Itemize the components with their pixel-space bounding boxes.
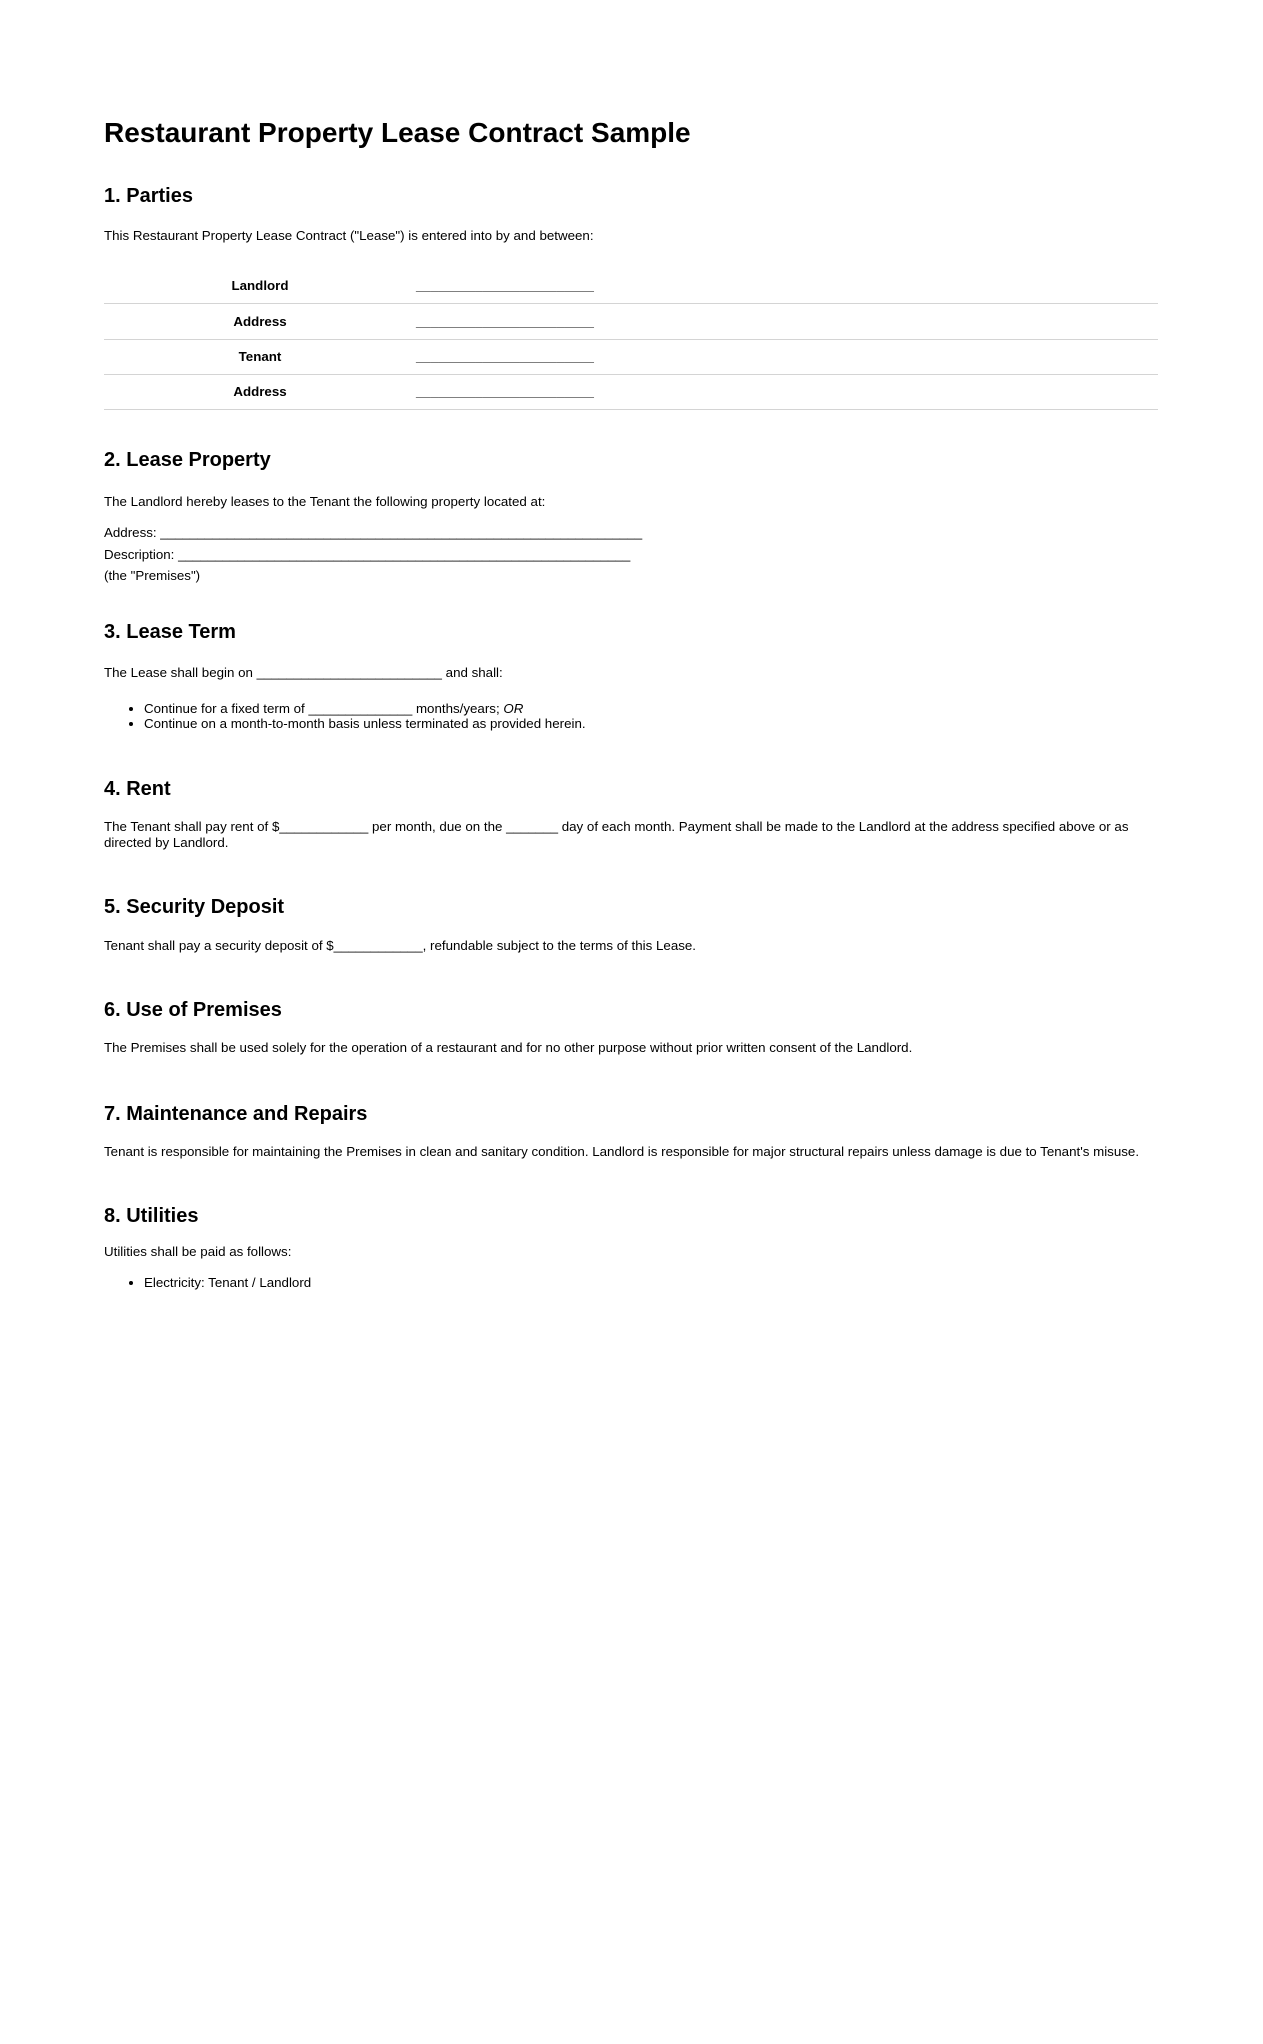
use-of-premises-body-text: The Premises shall be used solely for the operation of a restaurant and for no other purpose without prior written consent of the Landlord. [104,1040,913,1056]
table-row-landlord-address [104,304,1158,339]
lease-term-intro-text: The Lease shall begin on _________________________ and shall: [104,665,503,681]
table-row-tenant [104,339,1158,374]
or-emphasis: OR [503,700,524,716]
utilities-bullet-list [104,1275,1158,1290]
list-item-fixed-term [144,701,1158,716]
section-heading-utilities: 8. Utilities [104,1204,199,1227]
table-row-landlord [104,269,1158,304]
document-title: Restaurant Property Lease Contract Sample [104,117,691,148]
fill-in-blank: ________________________ [416,313,594,329]
section-heading-parties: 1. Parties [104,184,193,207]
section-heading-rent: 4. Rent [104,778,171,801]
property-address-line: Address: _________________________________________________________________ [104,525,643,541]
lease-property-intro-text: The Landlord hereby leases to the Tenant the following property located at: [104,494,546,510]
list-item-electricity: • Electricity: Tenant / Landlord [144,1275,1158,1290]
utilities-intro-text: Utilities shall be paid as follows: [104,1243,292,1259]
security-deposit-body-text: Tenant shall pay a security deposit of $____________, refundable subject to the terms of this Lease. [104,937,697,953]
fill-in-blank: ________________________ [416,384,594,400]
lease-term-bullet-list [104,701,1158,732]
section-heading-lease-property: 2. Lease Property [104,449,271,472]
fill-in-blank: ________________________ [416,349,594,365]
list-item-month-to-month: • Continue on a month-to-month basis unless terminated as provided herein. [144,716,1158,731]
row-blank-cell [416,304,1158,339]
row-label: Landlord [104,269,416,304]
row-label: Address [104,374,416,409]
lease-contract-document [104,116,1158,1291]
section-heading-security-deposit: 5. Security Deposit [104,895,285,918]
fixed-term-text: Continue for a fixed term of ______________ months/years; [144,700,504,716]
rent-body-text: The Tenant shall pay rent of $____________ per month, due on the _______ day of each month. Payment shall be made to the Landlord at the address specified above or as directed by Landlord. [104,819,1129,850]
table-row-tenant-address [104,374,1158,409]
parties-table [104,269,1158,410]
section-heading-maintenance: 7. Maintenance and Repairs [104,1102,368,1125]
property-fill-in-block [104,525,1158,583]
row-blank-cell [416,339,1158,374]
row-label: Address [104,304,416,339]
property-description-line: Description: _____________________________________________________________ [104,546,631,562]
parties-intro-text: This Restaurant Property Lease Contract ("Lease") is entered into by and between: [104,227,594,243]
maintenance-body-text: Tenant is responsible for maintaining the Premises in clean and sanitary condition. Landlord is responsible for major structural repairs unless damage is due to Tenant's misuse. [104,1143,1140,1159]
premises-note: (the "Premises") [104,568,201,584]
section-heading-use-of-premises: 6. Use of Premises [104,999,282,1022]
row-blank-cell [416,374,1158,409]
section-heading-lease-term: 3. Lease Term [104,621,236,644]
fill-in-blank: ________________________ [416,278,594,294]
row-label: Tenant [104,339,416,374]
row-blank-cell [416,269,1158,304]
